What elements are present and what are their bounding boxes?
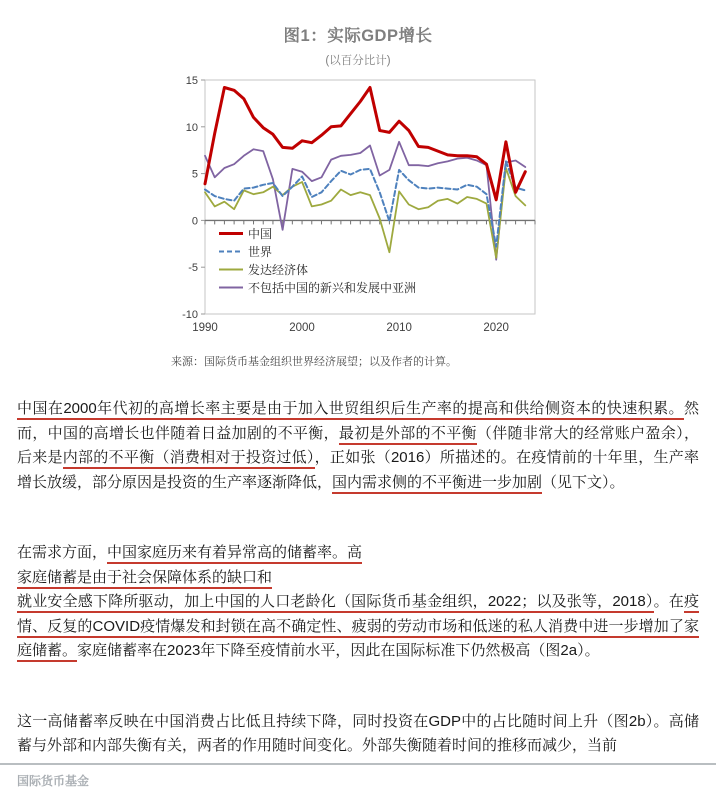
- y-tick-label: -10: [182, 309, 198, 321]
- underlined-text: 中国在2000年代初的高增长率主要是由于加入世贸组织后生产率的提高和供给侧资本的快速积累。: [17, 400, 684, 420]
- legend-label: 中国: [248, 227, 273, 242]
- y-tick-label: 0: [191, 215, 198, 228]
- legend-label: 世界: [248, 245, 273, 260]
- underlined-text: 疫情、反复的COVID疫情爆发和封锁在高不确定性、疲弱的劳动市场和低迷的私人消费中进一步增加了家庭储蓄。: [17, 593, 699, 662]
- underlined-text: 家庭储蓄是由于社会保障体系的缺口和: [17, 569, 272, 589]
- underlined-text: 国内需求侧的不平衡进一步加剧: [332, 474, 542, 494]
- underlined-text: 内部的不平衡（消费相对于投资过低）: [63, 449, 315, 469]
- text-run: 这一高储蓄率反映在中国消费占比低且持续下降，同时投资在GDP中的占比随时间上升（图2b）。高储蓄与外部和内部失衡有关，两者的作用随时间变化。外部失衡随着时间的推移而减少，当前: [17, 712, 699, 754]
- figure-block: [169, 74, 547, 369]
- figure-subtitle: (以百分比计): [325, 55, 391, 67]
- text-run: （伴随非常大的经常账户盈余），后来是: [17, 424, 699, 466]
- gdp-line-chart: [169, 74, 547, 342]
- x-tick-label: 2010: [386, 322, 412, 334]
- text-run: 然而，中国的高增长也伴随着日益加剧的不平衡，: [17, 400, 699, 442]
- legend-label: 发达经济体: [248, 263, 309, 278]
- y-tick-label: 5: [191, 168, 198, 181]
- underlined-text: 就业安全感下降所驱动，加上中国的人口老龄化（国际货币基金组织，2022；以及张等，2018）: [17, 593, 654, 613]
- y-tick-label: 10: [185, 121, 198, 134]
- x-tick-label: 2000: [289, 322, 315, 334]
- text-run: 在需求方面，: [17, 544, 108, 561]
- page-footer: [0, 763, 716, 800]
- x-tick-label: 2020: [483, 322, 509, 334]
- text-run: ，正如张（2016）所描述的。在疫情前的十年里，生产率增长放缓，部分原因是投资的生产率逐渐降低，: [17, 449, 699, 491]
- y-tick-label: -5: [188, 262, 198, 275]
- underlined-text: 中国家庭历来有着异常高的储蓄率。高: [107, 544, 362, 564]
- figure-title: 图1：实际GDP增长: [283, 27, 433, 45]
- y-tick-label: 15: [185, 75, 198, 87]
- x-tick-label: 1990: [192, 322, 218, 334]
- paragraph: [17, 397, 699, 495]
- underlined-text: 最初是外部的不平衡: [339, 425, 477, 445]
- figure-source: 来源：国际货币基金组织世界经济展望；以及作者的计算。: [171, 356, 457, 368]
- text-run: （见下文）。: [542, 473, 625, 491]
- text-run: 。在: [653, 593, 684, 610]
- footer-imf-label: 国际货币基金: [17, 774, 90, 788]
- paragraph: [17, 710, 699, 759]
- paragraph: [17, 541, 699, 664]
- legend-label: 不包括中国的新兴和发展中亚洲: [248, 281, 417, 296]
- text-run: 家庭储蓄率在2023年下降至疫情前水平，因此在国际标准下仍然极高（图2a）。: [77, 642, 600, 659]
- body-text: [17, 397, 699, 759]
